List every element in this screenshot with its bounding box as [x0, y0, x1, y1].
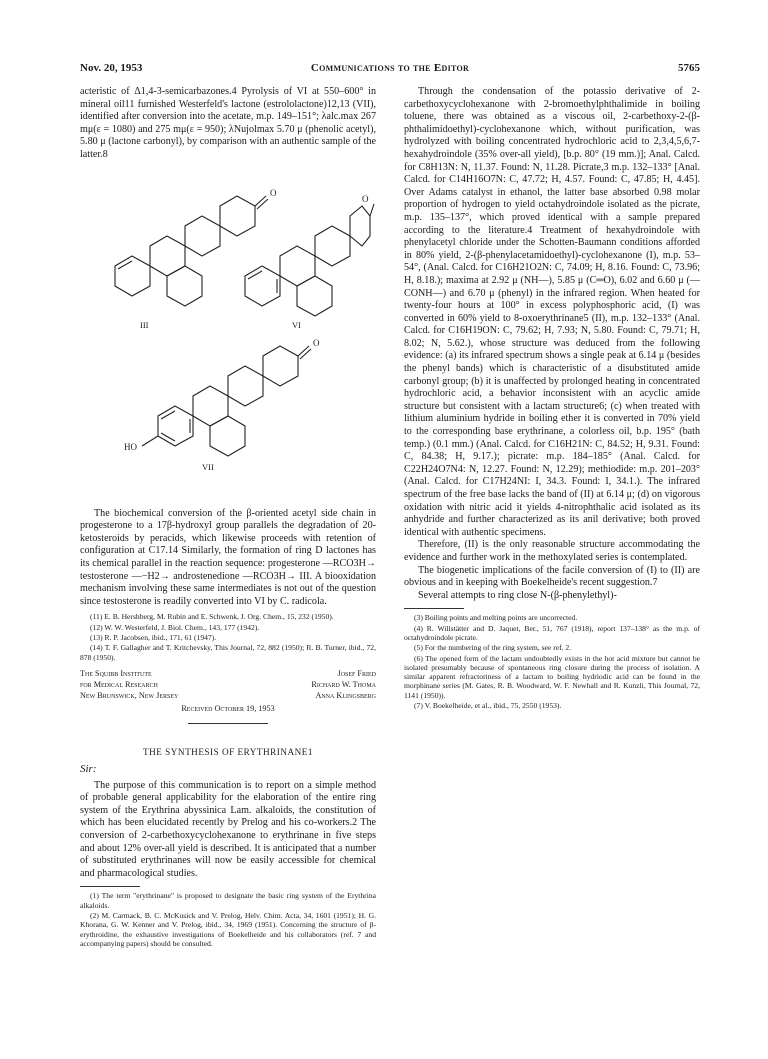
- right-column: [404, 86, 700, 711]
- structure-vi: [245, 204, 374, 316]
- running-title: Communications to the Editor: [310, 62, 470, 74]
- header-date: Nov. 20, 1953: [80, 62, 143, 74]
- footnote-12: (12) W. W. Westerfeld, J. Biol. Chem., 143, 177 (1942).: [90, 622, 260, 632]
- label-vii: VII: [202, 461, 214, 472]
- page-header: [80, 62, 700, 78]
- institution-line-2: for Medical Research: [80, 679, 158, 689]
- left-paragraph-2: The biochemical conversion of the β-oriented acetyl side chain in progesterone to a 17β-hydroxyl group parallels the degradation of 20-ketosteroids by peracids, which likewise proceeds with retention of configuration at C17.14 Similarly, the formation of ring D lactones has its chemical parallel in the reaction sequence: progesterone —RCO3H→ testosterone —−H2→ androstenedione —RCO3H→ III. A biooxidation mechanism involving these same intermediates is not out of the question since testosterone is readily converted into VI by C. radicola.: [80, 507, 376, 607]
- footnote-13: (13) R. P. Jacobsen, ibid., 171, 61 (1947).: [90, 632, 217, 642]
- communication-title: THE SYNTHESIS OF ERYTHRINANE1: [143, 747, 313, 758]
- label-o-vi: O: [362, 193, 369, 204]
- divider: [188, 723, 268, 724]
- left-column: [80, 86, 376, 949]
- label-o-iii: O: [270, 187, 277, 198]
- structural-formulas: [80, 166, 376, 502]
- footnote-1: (1) The term "erythrinane" is proposed to designate the basic ring system of the Erythrina alkaloids.: [80, 891, 376, 910]
- label-vi: VI: [292, 319, 301, 330]
- right-paragraph-1: Through the condensation of the potassio derivative of 2-carbethoxycyclohexanone with 2-bromoethylphthalimide in boiling toluene, there was obtained as a viscous oil, 2-carbethoxy-2-(β-phthalimidoethyl)-cyclohexanone which, without purification, was hydrolyzed with boiling concentrated hydrochloric acid to 2,3,4,5,6,7-hexahydroindole (35% over-all yield), [b.p. 80° (19 mm.)]; Anal. Calcd. for C8H13N: N, 11.37. Found: N, 11.28. Picrate,3 m.p. 132–133° [Anal. Calcd. for C14H16O7N: C, 47.72; H, 4.57. Found: C, 47.85; H, 4.45]. Over Adams catalyst in ethanol, the latter base absorbed 0.98 molar proportion of hydrogen to yield octahydroindole isolated as the picrate, m.p. 135–137°, which proved identical with a sample prepared according to the literature.4 Treatment of hexahydroindole with phenylacetyl chloride under the Schotten-Baumann conditions afforded in 80% yield, 2-(β-phenylacetamidoethyl)-cyclohexanone (I), m.p. 53–54°, (Anal. Calcd. for C16H21O2N: C, 74.09; H, 8.16. Found: C, 73.96; H, 8.18.); maxima at 2.92 μ (NH—), 5.85 μ (C═O), 6.02 and 6.60 μ (—CONH—) and 6.70 μ (phenyl) in the infrared region. When heated for twenty-four hours at 100° in excess polyphosphoric acid, (I) was converted in 60% yield to 8-oxoerythrinane5 (II), m.p. 132–133° (Anal. Calcd. for C16H19ON: C, 79.62; H, 7.93; N, 5.80. Found: C, 79.71; H, 8.02; N, 5.62.), whose structure was deduced from the following evidence: (a) its infrared spectrum shows a single peak at 6.14 μ (besides the phenyl bands) which is characteristic of a disubstituted amide carbonyl group; (b) it is unaffected by prolonged heating in concentrated hydrochloric acid, a behavior inconsistent with an acyclic amide structure but consistent with a lactam structure6; (c) when treated with lithium aluminium hydride in boiling ether it is converted in 70% yield to the corresponding base erythrinane, a colorless oil, b.p. 195° (bath temp.) (0.1 mm.) (Anal. Calcd. for C16H21N: C, 84.52; H, 9.31. Found: C, 84.38; H, 9.17.); picrate: m.p. 184–185° (Anal. Calcd. for C22H24O7N4: N, 12.27. Found: N, 12.29); methiodide: m.p. 201–203° (Anal. Calcd. for C17H24NI: I, 34.3. Found: I, 34.1.). The infrared spectrum of the free base lacks the band of (II) at 6.14 μ; (d) on vigorous oxidation with nitric acid it yields 4-nitrophthalic acid isolated as its anhydride and further characterized as its anil derivative; both proved identical with authentic specimens.: [404, 86, 700, 538]
- page-number: 5765: [678, 62, 700, 74]
- footnote-6: (6) The opened form of the lactam undoubtedly exists in the hot acid mixture but cannot be isolated presumably because of spontaneous ring closure during the process of isolation. A similar apparent refractoriness of a lactam to boiling hydriodic acid can be found in the morphinane series (M. Gates, R. B. Woodward, W. F. Newhall and R. Kunzli, This Journal, 72, 1141 (1950)).: [404, 653, 700, 700]
- footnote-11: (11) E. B. Hershberg, M. Rubin and E. Schwenk, J. Org. Chem., 15, 232 (1950).: [90, 612, 334, 622]
- salutation: Sir:: [80, 762, 97, 775]
- received-date: Received October 19, 1953: [181, 703, 275, 713]
- right-paragraph-2: Therefore, (II) is the only reasonable structure accommodating the evidence and further work in the methoxylated series is contemplated.: [404, 539, 700, 563]
- authors: [311, 668, 376, 701]
- footnote-3: (3) Boiling points and melting points are uncorrected.: [414, 613, 578, 623]
- label-o-vii: O: [313, 337, 320, 348]
- footnote-5: (5) For the numbering of the ring system, see ref. 2.: [414, 643, 572, 653]
- footnotes-left-bottom: [80, 891, 376, 948]
- footnote-14: (14) T. F. Gallagher and T. Kritchevsky, This Journal, 72, 882 (1950); R. B. Turner, ibid., 72, 878 (1950).: [80, 643, 376, 662]
- footnote-7: (7) V. Boekelheide, et al., ibid., 75, 2550 (1953).: [414, 701, 562, 711]
- label-iii: III: [140, 319, 149, 330]
- author-2: Richard W. Thoma: [311, 679, 376, 689]
- footnotes-left-top: [80, 612, 376, 661]
- left-paragraph-3: The purpose of this communication is to report on a simple method of probable general applicability for the elaboration of the entire ring system of the Erythrina abyssinica Lam. alkaloids, the constitution of which has been elucidated recently by Prelog and his co-workers.2 The conversion of 2-carbethoxycyclohexanone to erythrinane in five steps and about 12% over-all yield is described. It is anticipated that a number of substituted erythrinanes will now be easily accessible for chemical and pharmacological studies.: [80, 779, 376, 879]
- institution-line-3: New Brunswick, New Jersey: [80, 690, 179, 700]
- institution-line-1: The Squibb Institute: [80, 668, 152, 678]
- footnote-rule: [80, 886, 140, 887]
- footnote-2: (2) M. Carmack, B. C. McKusick and V. Prelog, Helv. Chim. Acta, 34, 1601 (1951); H. G. Khorana, G. W. Kenner and V. Prelog, ibid., 34, 1969 (1951). Concerning the structure of β-erythroidine, the exhaustive investigations of Boekelheide and his collaborators (ref. 7 and accompanying papers) should be consulted.: [80, 910, 376, 948]
- author-address-block: [80, 668, 376, 701]
- left-paragraph-1: acteristic of Δ1,4-3-semicarbazones.4 Pyrolysis of VI at 550–600° in mineral oil11 furnished Westerfeld's lactone (estrololactone)12,13 (VII), identified after conversion into the acetate, m.p. 149–151°; λalc.max 267 mμ(ε = 1080) and 275 mμ(ε = 950); λNujolmax 5.70 μ (phenolic acetyl), 5.80 μ (lactone carbonyl), by comparison with an authentic sample of the latter.8: [80, 86, 376, 160]
- steroid-structures-figure: [80, 166, 376, 502]
- footnote-4: (4) R. Willstätter and D. Jaquet, Ber., 51, 767 (1918), report 137–138° as the m.p. of octahydroindole picrate.: [404, 623, 700, 642]
- right-paragraph-3: The biogenetic implications of the facile conversion of (I) to (II) are obvious and in keeping with Boekelheide's recent suggestion.7: [404, 564, 700, 589]
- institution: [80, 668, 178, 701]
- label-ho: HO: [124, 441, 137, 452]
- footnotes-right: [404, 613, 700, 710]
- footnote-rule-right: [404, 608, 464, 609]
- author-1: Josef Fried: [337, 668, 376, 678]
- structure-vii: [142, 346, 311, 456]
- right-paragraph-4: Several attempts to ring close N-(β-phenylethyl)-: [418, 589, 617, 601]
- author-3: Anna Klingsberg: [315, 690, 376, 700]
